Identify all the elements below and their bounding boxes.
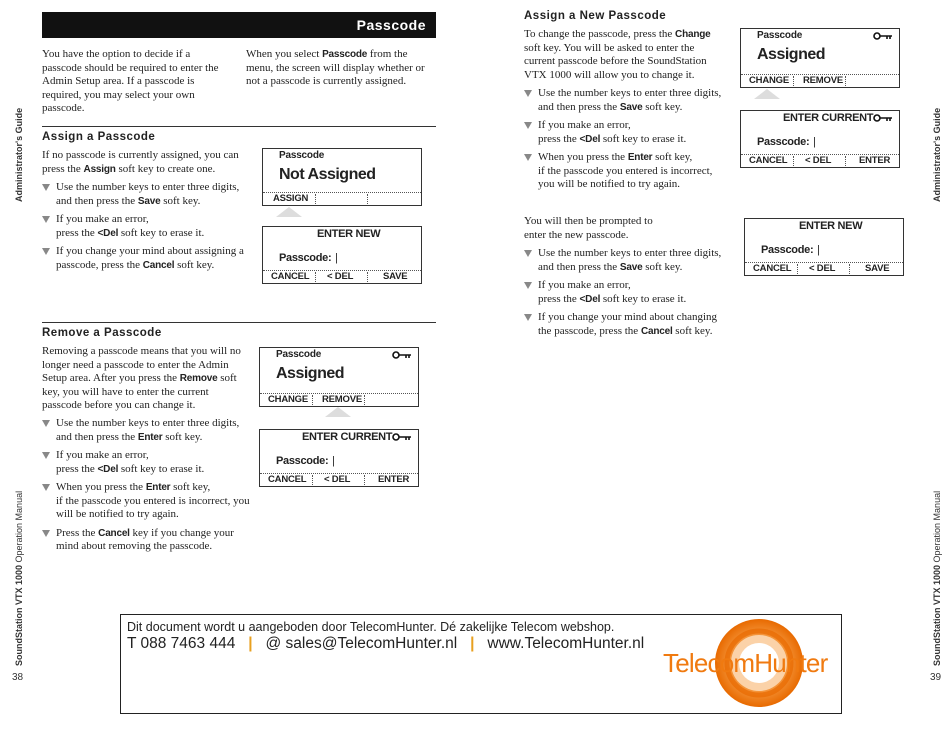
list-item: Use the number keys to enter three digits, and then press the Save soft key.	[42, 181, 252, 208]
new-heading: Assign a New Passcode	[524, 10, 667, 22]
side-section-label: Administrator's Guide	[932, 107, 942, 202]
ad-phone[interactable]: T 088 7463 444	[127, 635, 236, 652]
intro-col1: You have the option to decide if a passcode should be required to enter the Admin Setup area. If a passcode is required, you may select your own passcode.	[42, 48, 219, 114]
list-item: If you make an error, press the <Del soft key to erase it.	[42, 449, 252, 476]
list-item: If you change your mind about changing the passcode, press the Cancel soft key.	[524, 311, 724, 338]
cancel-softkey[interactable]: CANCEL	[268, 474, 307, 485]
assign-softkey[interactable]: ASSIGN	[273, 193, 309, 204]
logo-wordmark: TelecomHunter	[663, 648, 828, 678]
change-softkey[interactable]: CHANGE	[268, 394, 308, 405]
divider	[42, 126, 436, 127]
list-item: Press the Cancel key if you change your mind about removing the passcode.	[42, 527, 252, 554]
list-item: Use the number keys to enter three digits, and then press the Enter soft key.	[42, 417, 252, 444]
cursor: |	[332, 455, 335, 467]
list-item: If you make an error, press the <Del soft key to erase it.	[42, 213, 252, 240]
del-softkey[interactable]: < DEL	[327, 271, 354, 282]
assign-heading: Assign a Passcode	[42, 131, 156, 143]
cursor: |	[817, 244, 820, 256]
lcd-enter-current: ENTER CURRENT Passcode: | CANCEL < DEL ENTER	[259, 429, 419, 487]
new-steps	[524, 87, 724, 197]
intro-col2: When you select Passcode from the menu, the screen will display whether or not a passcode is currently assigned.	[246, 48, 425, 87]
ad-web-link[interactable]: www.TelecomHunter.nl	[487, 635, 645, 652]
cancel-softkey[interactable]: CANCEL	[753, 263, 792, 274]
lcd-not-assigned: Passcode Not Assigned ASSIGN	[262, 148, 422, 206]
remove-heading: Remove a Passcode	[42, 327, 162, 339]
lcd-enter-new: ENTER NEW Passcode: | CANCEL < DEL SAVE	[262, 226, 422, 284]
assign-steps	[42, 181, 252, 277]
save-softkey[interactable]: SAVE	[865, 263, 890, 274]
new-intro: To change the passcode, press the Change soft key. You will be asked to enter the current passcode before the SoundStation VTX 1000 will allow you to change it.	[524, 28, 711, 81]
del-softkey[interactable]: < DEL	[324, 474, 351, 485]
side-section-label: Administrator's Guide	[14, 107, 24, 202]
list-item: If you make an error, press the <Del soft key to erase it.	[524, 279, 724, 306]
remove-intro: Removing a passcode means that you will no longer need a passcode to enter the Admin Setup area. After you press the Remove soft key, you will have to enter the current passcode before you can change it.	[42, 345, 241, 411]
del-softkey[interactable]: < DEL	[809, 263, 836, 274]
section-title: Passcode	[356, 17, 426, 33]
ad-contact: T 088 7463 444 | @ sales@TelecomHunter.nl | www.TelecomHunter.nl	[127, 635, 645, 652]
ad-tagline: Dit document wordt u aangeboden door TelecomHunter. Dé zakelijke Telecom webshop.	[127, 620, 615, 634]
cursor: |	[813, 136, 816, 148]
assign-intro: If no passcode is currently assigned, you can press the Assign soft key to create one.	[42, 149, 239, 175]
lcd-enter-new: ENTER NEW Passcode: | CANCEL < DEL SAVE	[744, 218, 904, 276]
list-item: When you press the Enter soft key, if the passcode you entered is incorrect, you will be notified to try again.	[42, 481, 252, 522]
key-icon	[392, 351, 412, 359]
arrow-up-icon	[754, 89, 780, 99]
list-item: If you change your mind about assigning a passcode, press the Cancel soft key.	[42, 245, 252, 272]
page-number: 38	[12, 672, 24, 683]
key-icon	[873, 114, 893, 122]
remove-softkey[interactable]: REMOVE	[322, 394, 362, 405]
key-icon	[873, 32, 893, 40]
side-product-label: SoundStation VTX 1000 Operation Manual	[14, 490, 24, 666]
cancel-softkey[interactable]: CANCEL	[749, 155, 788, 166]
prompt-steps	[524, 247, 724, 343]
ad-banner[interactable]	[120, 614, 842, 714]
side-product-label: SoundStation VTX 1000 Operation Manual	[932, 490, 942, 666]
list-item: If you make an error, press the <Del soft key to erase it.	[524, 119, 724, 146]
save-softkey[interactable]: SAVE	[383, 271, 408, 282]
list-item: Use the number keys to enter three digits, and then press the Save soft key.	[524, 87, 724, 114]
section-banner	[42, 12, 436, 38]
enter-softkey[interactable]: ENTER	[859, 155, 891, 166]
enter-softkey[interactable]: ENTER	[378, 474, 410, 485]
list-item: When you press the Enter soft key, if the passcode you entered is incorrect, you will be notified to try again.	[524, 151, 724, 192]
lcd-enter-current: ENTER CURRENT Passcode: | CANCEL < DEL ENTER	[740, 110, 900, 168]
list-item: Use the number keys to enter three digits, and then press the Save soft key.	[524, 247, 724, 274]
cancel-softkey[interactable]: CANCEL	[271, 271, 310, 282]
page-number: 39	[930, 672, 942, 683]
del-softkey[interactable]: < DEL	[805, 155, 832, 166]
prompt-intro: You will then be prompted to enter the new passcode.	[524, 215, 653, 241]
divider	[42, 322, 436, 323]
arrow-up-icon	[276, 207, 302, 217]
cursor: |	[335, 252, 338, 264]
ad-email-link[interactable]: @ sales@TelecomHunter.nl	[265, 635, 458, 652]
lcd-assigned: Passcode Assigned CHANGE REMOVE	[259, 347, 419, 407]
lcd-assigned: Passcode Assigned CHANGE REMOVE	[740, 28, 900, 88]
remove-steps	[42, 417, 252, 559]
key-icon	[392, 433, 412, 441]
remove-softkey[interactable]: REMOVE	[803, 75, 843, 86]
change-softkey[interactable]: CHANGE	[749, 75, 789, 86]
arrow-up-icon	[325, 407, 351, 417]
